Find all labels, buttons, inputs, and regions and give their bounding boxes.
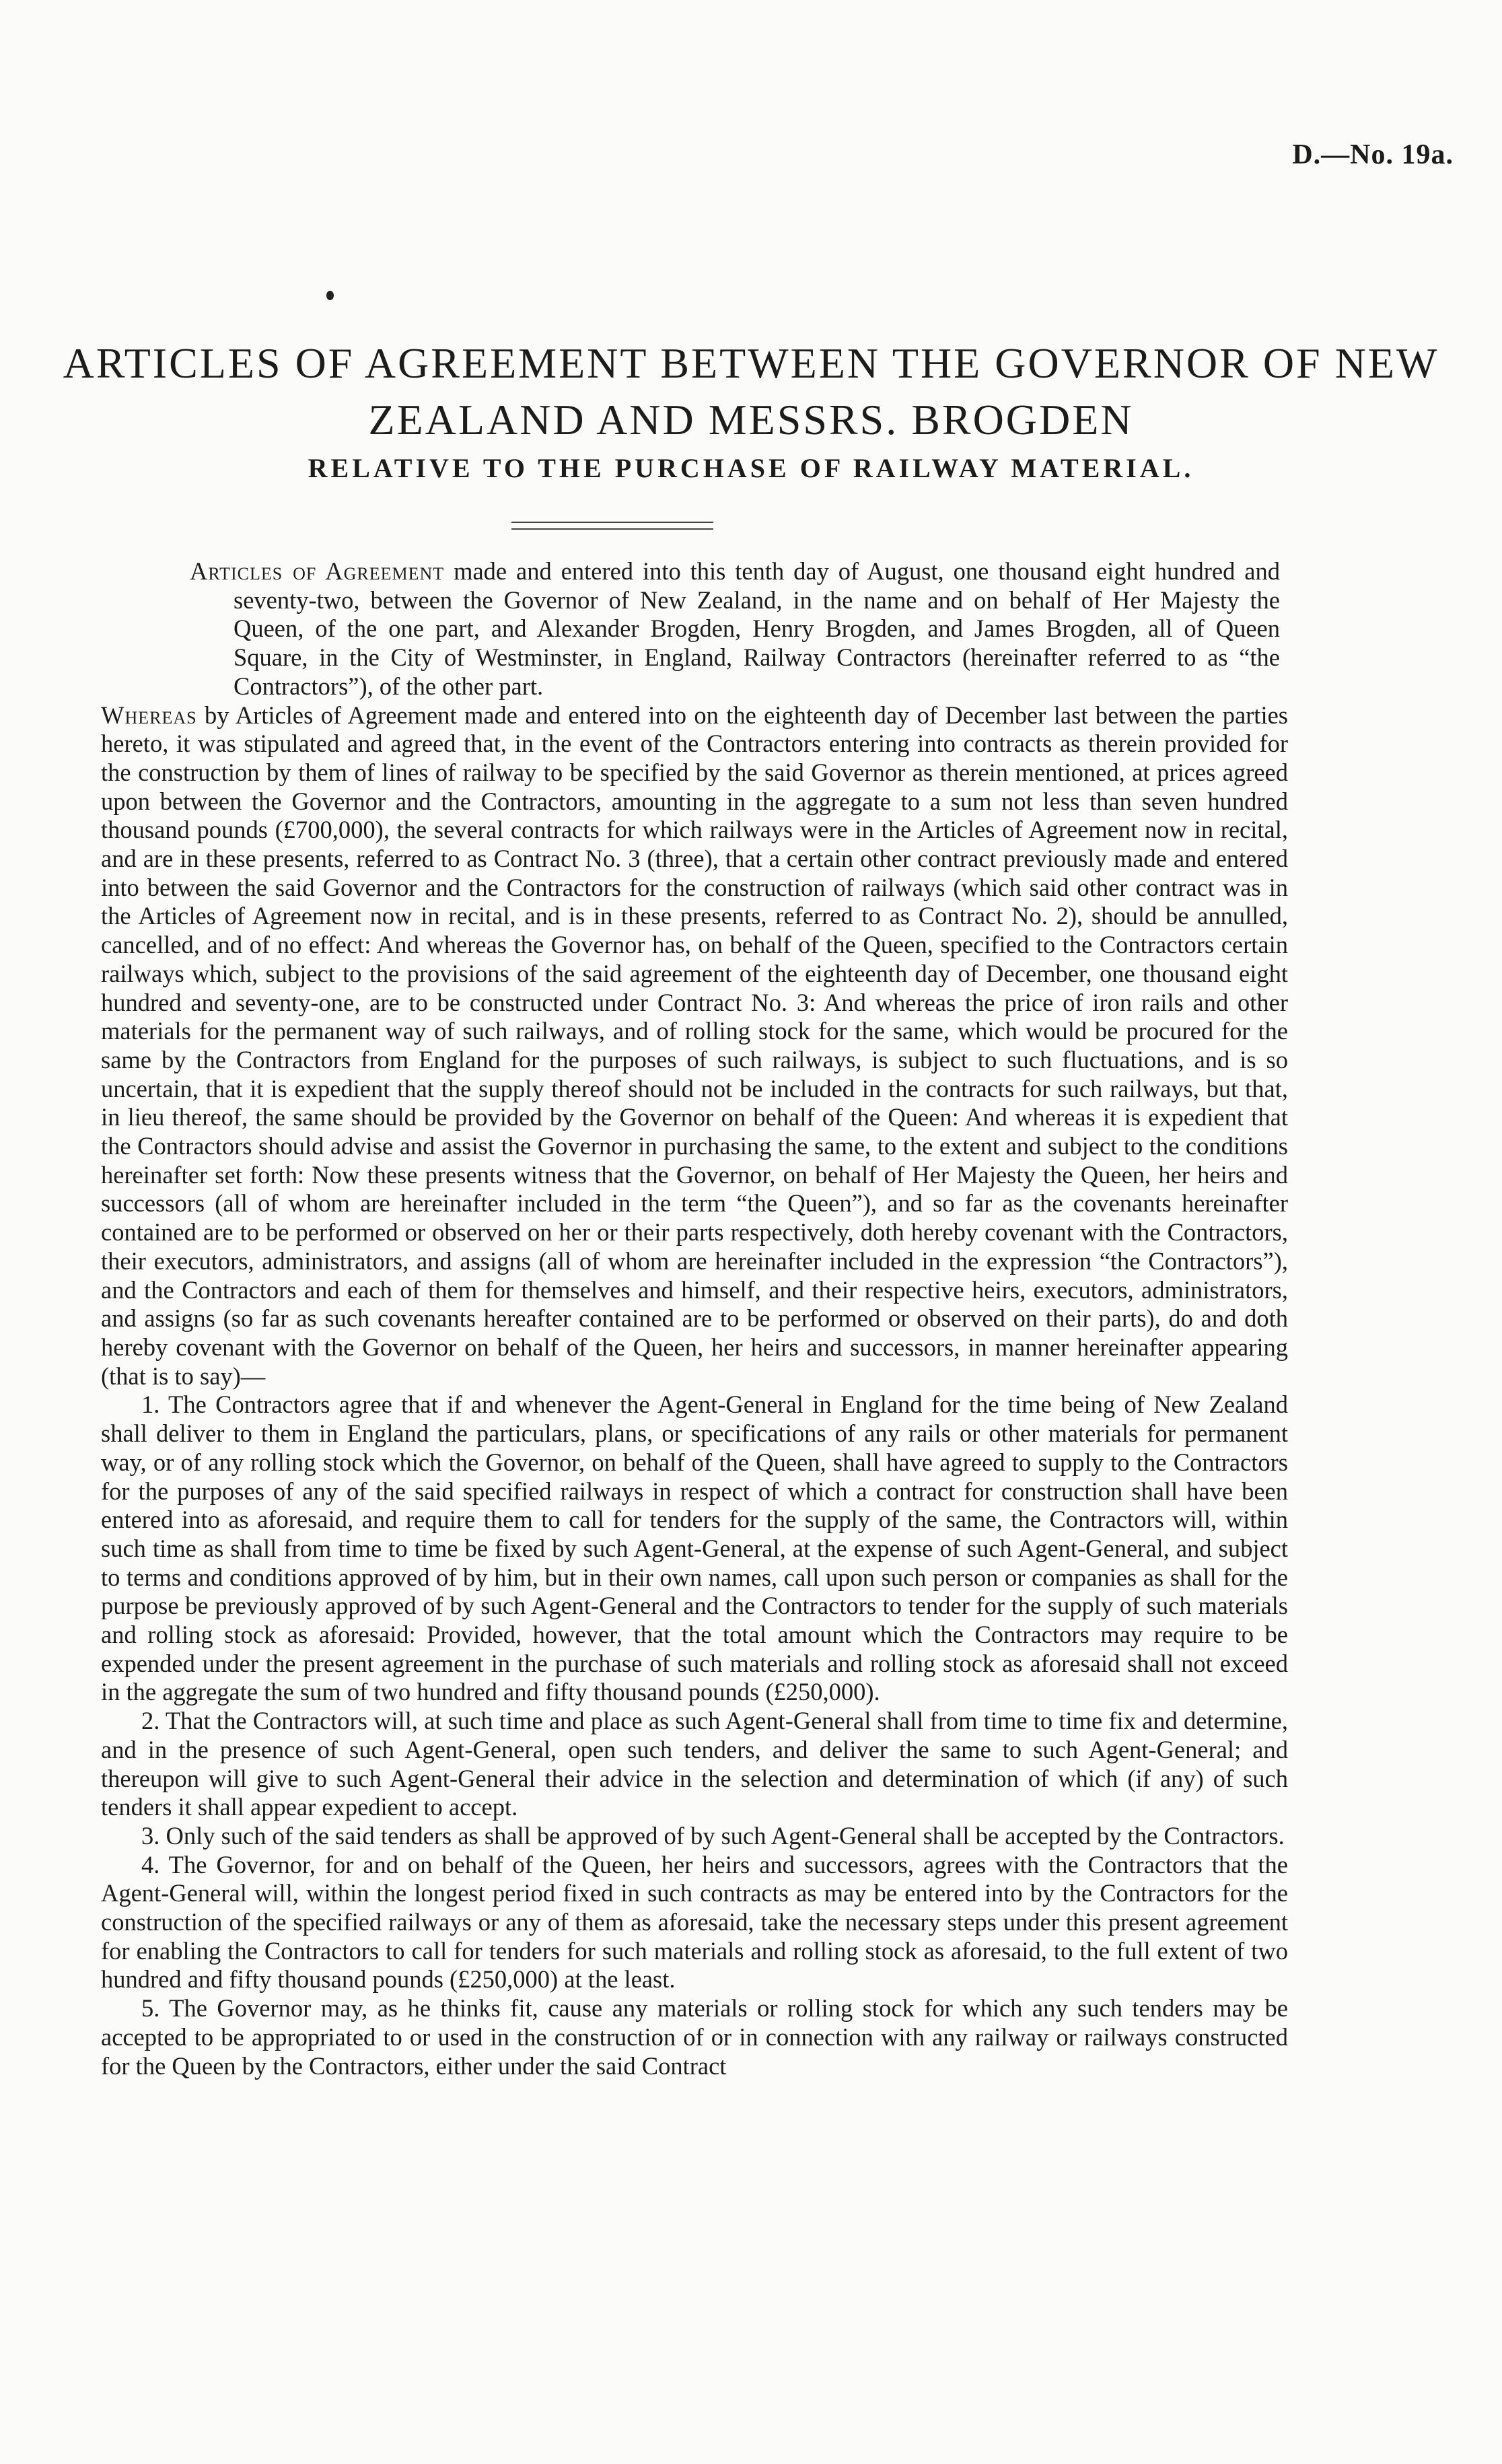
clause-3: 3. Only such of the said tenders as shall be approved of by such Agent-General shall be accepted by the Contractors. — [141, 1821, 1285, 1850]
preamble-paragraph — [101, 557, 1288, 701]
title-divider — [511, 522, 713, 530]
document-reference: D.—No. 19a. — [1292, 139, 1454, 170]
document-subtitle: RELATIVE TO THE PURCHASE OF RAILWAY MATERIAL. — [308, 453, 1194, 483]
whereas-paragraph — [101, 701, 1288, 1391]
clause-4: 4. The Governor, for and on behalf of the Queen, her heirs and successors, agrees with the Contractors that the Agent-General will, within the longest period fixed in such contracts as may be entered into by the Contractors for the construction of the specified railways or any of them as aforesaid, take the necessary steps under this present agreement for enabling the Contractors to call for tenders for such materials and rolling stock as aforesaid, to the full extent of two hundred and fifty thousand pounds (£250,000) at the least. — [101, 1850, 1288, 1994]
printer-mark — [326, 291, 334, 300]
title-line-1: ARTICLES OF AGREEMENT BETWEEN THE GOVERNOR OF NEW — [63, 339, 1439, 387]
document-title — [0, 335, 1502, 448]
clause-2: 2. That the Contractors will, at such time and place as such Agent-General shall from time to time fix and determine, and in the presence of such Agent-General, open such tenders, and deliver the same to such Agent-General; and thereupon will give to such Agent-General their advice in the selection and determination of which (if any) of such tenders it shall appear expedient to accept. — [101, 1707, 1288, 1821]
preamble-text: made and entered into this tenth day of August, one thousand eight hundred and seventy-two, between the Governor of New Zealand, in the name and on behalf of Her Majesty the Queen, of the one part, and Alexander Brogden, Henry Brogden, and James Brogden, all of Queen Square, in the City of Westminster, in England, Railway Contractors (hereinafter referred to as “the Contractors”), of the other part. — [234, 557, 1280, 700]
preamble-lead: Articles of Agreement — [190, 557, 445, 585]
whereas-lead: Whereas — [101, 701, 197, 729]
title-line-2: ZEALAND AND MESSRS. BROGDEN — [368, 396, 1134, 444]
clause-1: 1. The Contractors agree that if and whenever the Agent-General in England for the time being of New Zealand shall deliver to them in England the particulars, plans, or specifications of any rails or other materials for permanent way, or of any rolling stock which the Governor, on behalf of the Queen, shall have agreed to supply to the Contractors for the purposes of any of the said specified railways in respect of which a contract for construction shall have been entered into as aforesaid, and require them to call for tenders for the supply of the same, the Contractors will, within such time as shall from time to time be fixed by such Agent-General, at the expense of such Agent-General, and subject to terms and conditions approved of by him, but in their own names, call upon such person or companies as shall for the purpose be previously approved of by such Agent-General and the Contractors to tender for the supply of such materials and rolling stock as aforesaid: Provided, however, that the total amount which the Contractors may require to be expended under the present agreement in the purchase of such materials and rolling stock as aforesaid shall not exceed in the aggregate the sum of two hundred and fifty thousand pounds (£250,000). — [101, 1391, 1288, 1706]
whereas-text: by Articles of Agreement made and entered into on the eighteenth day of December last between the parties hereto, it was stipulated and agreed that, in the event of the Contractors entering into contracts as therein provided for the construction by them of lines of railway to be specified by the said Governor as therein mentioned, at prices agreed upon between the Governor and the Contractors, amounting in the aggregate to a sum not less than seven hundred thousand pounds (£700,000), the several contracts for which railways were in the Articles of Agreement now in recital, and are in these presents, referred to as Contract No. 3 (three), that a certain other contract previously made and entered into between the said Governor and the Contractors for the construction of railways (which said other contract was in the Articles of Agreement now in recital, and is in these presents, referred to as Contract No. 2), should be annulled, cancelled, and of no effect: And whereas the Governor has, on behalf of the Queen, specified to the Contractors certain railways which, subject to the provisions of the said agreement of the eighteenth day of December, one thousand eight hundred and seventy-one, are to be constructed under Contract No. 3: And whereas the price of iron rails and other materials for the permanent way of such railways, and of rolling stock for the same, which would be procured for the same by the Contractors from England for the purposes of such railways, is subject to such fluctuations, and is so uncertain, that it is expedient that the supply thereof should not be included in the contracts for such railways, but that, in lieu thereof, the same should be provided by the Governor on behalf of the Queen: And whereas it is expedient that the Contractors should advise and assist the Governor in purchasing the same, to the extent and subject to the conditions hereinafter set forth: Now these presents witness that the Governor, on behalf of Her Majesty the Queen, her heirs and successors (all of whom are hereinafter included in the term “the Queen”), and so far as the covenants hereinafter contained are to be performed or observed on her or their parts respectively, doth hereby covenant with the Contractors, their executors, administrators, and assigns (all of whom are hereinafter included in the expression “the Contractors”), and the Contractors and each of them for themselves and himself, and their respective heirs, executors, administrators, and assigns (so far as such covenants hereafter contained are to be performed or observed on their parts), do and doth hereby covenant with the Governor on behalf of the Queen, her heirs and successors, in manner hereinafter appearing (that is to say)— — [101, 701, 1288, 1390]
clause-5: 5. The Governor may, as he thinks fit, cause any materials or rolling stock for which any such tenders may be accepted to be appropriated to or used in the construction of or in connection with any railway or railways constructed for the Queen by the Contractors, either under the said Contract — [101, 1994, 1288, 2080]
agreement-body — [101, 557, 1288, 2080]
